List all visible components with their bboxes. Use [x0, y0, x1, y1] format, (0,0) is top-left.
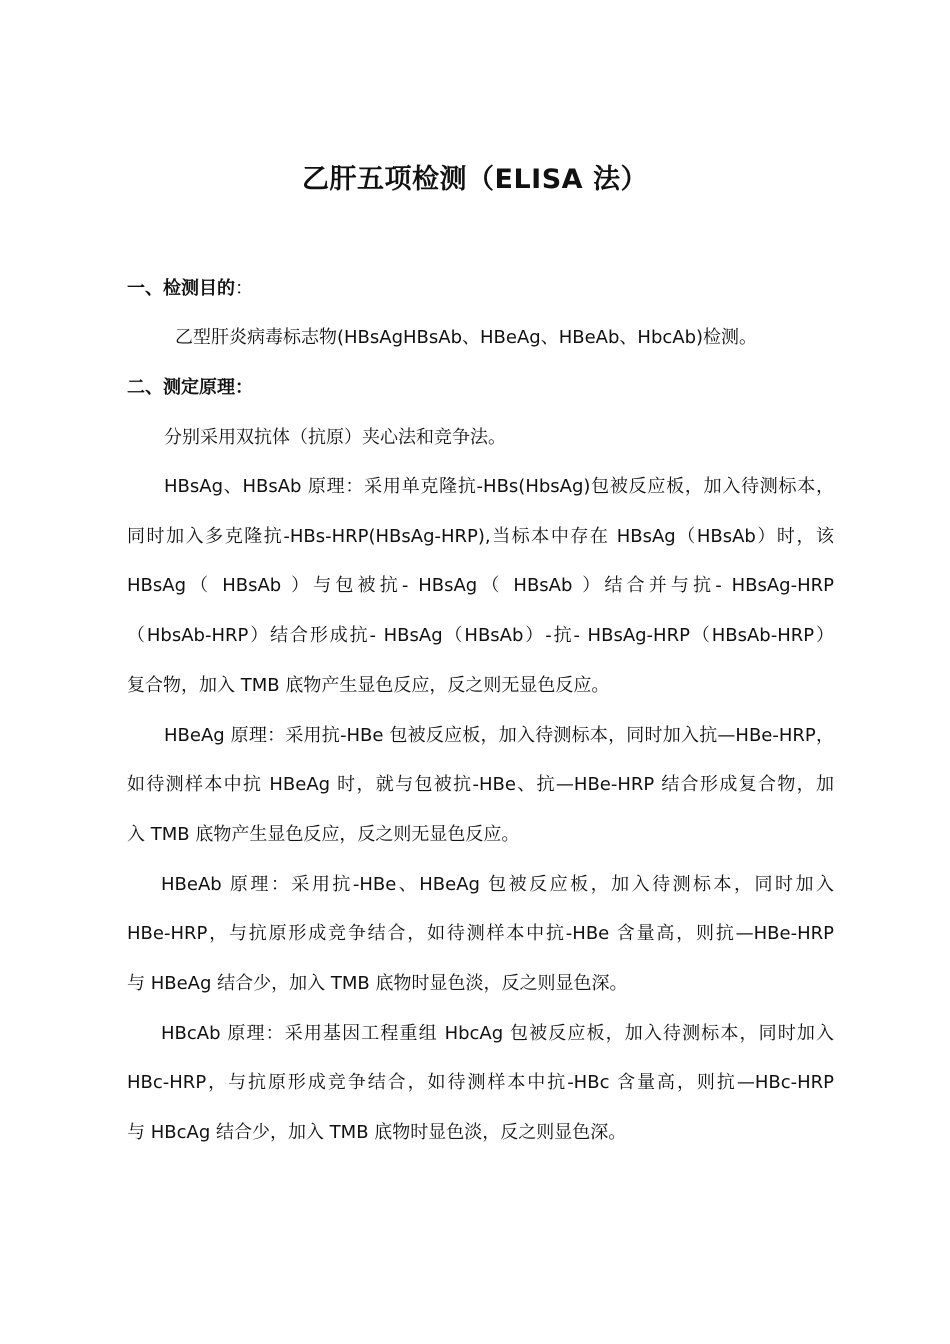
- text-line: HBc-HRP，与抗原形成竞争结合，如待测样本中抗-HBc 含量高，则抗—HBc-HRP: [127, 1072, 834, 1093]
- text-line: HBsAg、HBsAb 原理：采用单克隆抗-HBs(HbsAg)包被反应板，加入待测标本，: [164, 476, 834, 497]
- section-heading-colon: ：: [235, 278, 253, 299]
- text-line: 复合物，加入 TMB 底物产生显色反应，反之则无显色反应。: [127, 675, 610, 696]
- text-line: 同时加入多克隆抗-HBs-HRP(HBsAg-HRP),当标本中存在 HBsAg（HBsAb）时，该: [127, 526, 834, 547]
- text-line: 分别采用双抗体（抗原）夹心法和竞争法。: [164, 427, 506, 448]
- text-line: HBcAb 原理：采用基因工程重组 HbcAg 包被反应板，加入待测标本，同时加入: [161, 1023, 834, 1044]
- text-line: 与 HBeAg 结合少，加入 TMB 底物时显色淡，反之则显色深。: [127, 973, 628, 994]
- text-line: （HbsAb-HRP）结合形成抗- HBsAg（HBsAb）-抗- HBsAg-HRP（HBsAb-HRP）: [127, 625, 834, 646]
- text-line: HBeAg 原理：采用抗-HBe 包被反应板，加入待测标本，同时加入抗—HBe-HRP，: [164, 725, 834, 746]
- text-line: HBe-HRP，与抗原形成竞争结合，如待测样本中抗-HBe 含量高，则抗—HBe-HRP: [127, 923, 834, 944]
- text-line: HBeAb 原理：采用抗-HBe、HBeAg 包被反应板，加入待测标本，同时加入: [161, 874, 834, 895]
- section-heading-principle-text: 二、测定原理：: [127, 377, 253, 398]
- purpose-body-text: 乙型肝炎病毒标志物(HBsAgHBsAb、HBeAg、HBeAb、HbcAb)检测。: [175, 327, 758, 348]
- section-heading-purpose: [127, 274, 253, 304]
- document-title: 乙肝五项检测（ELISA 法）: [302, 164, 648, 195]
- section-heading-principle: [127, 373, 253, 403]
- text-line: HBsAg（ HBsAb ）与包被抗- HBsAg（ HBsAb ）结合并与抗- HBsAg-HRP: [127, 575, 834, 596]
- text-line: 与 HBcAg 结合少，加入 TMB 底物时显色淡，反之则显色深。: [127, 1122, 627, 1143]
- section-heading-purpose-text: 一、检测目的: [127, 278, 235, 299]
- text-line: 入 TMB 底物产生显色反应，反之则无显色反应。: [127, 824, 520, 845]
- text-line: 如待测样本中抗 HBeAg 时，就与包被抗-HBe、抗—HBe-HRP 结合形成复合物，加: [127, 774, 834, 795]
